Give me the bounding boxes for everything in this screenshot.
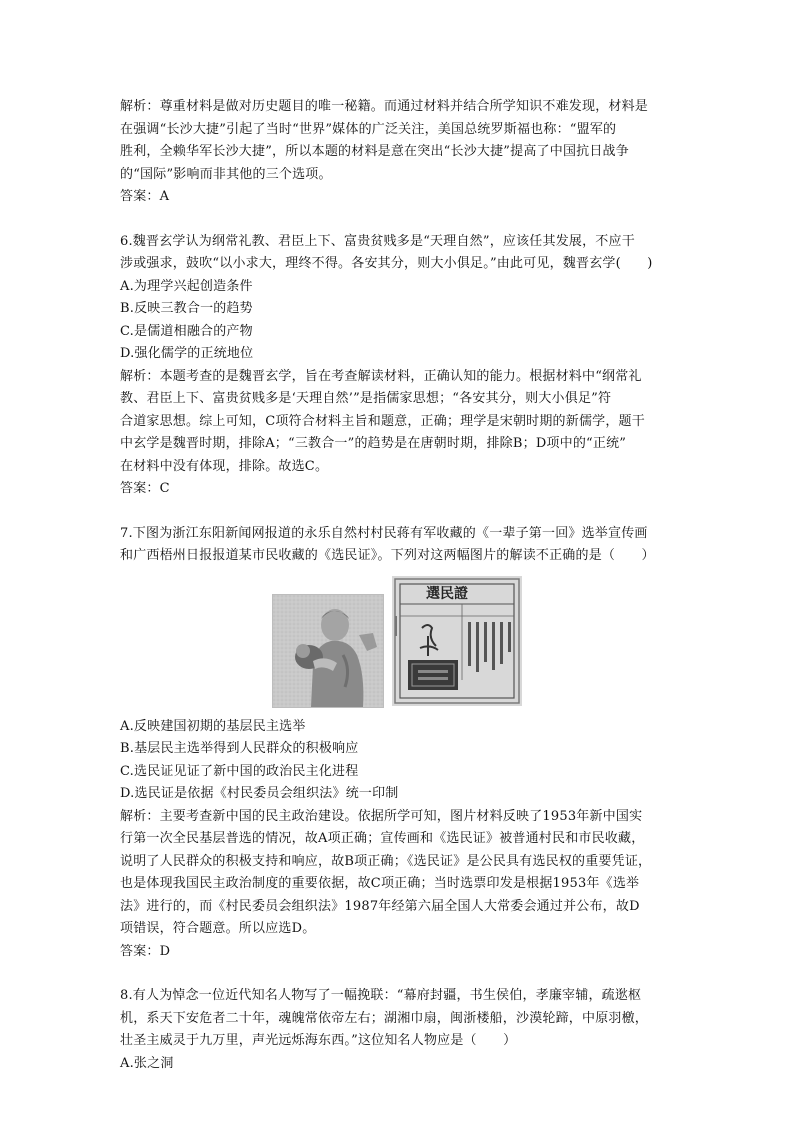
q7-figures [120, 576, 680, 710]
stem-line: 涉或强求，鼓吹“以小求大，理终不得。各安其分，则大小俱足。”由此可见，魏晋玄学( ) [120, 256, 653, 271]
analysis-line: 解析：尊重材料是做对历史题目的唯一秘籍。而通过材料并结合所学知识不难发现，材料是 [120, 99, 649, 114]
q6-stem [120, 231, 680, 276]
option-a: A.张之洞 [120, 1055, 174, 1071]
propaganda-poster-image [272, 594, 384, 708]
q7-analysis [120, 806, 680, 941]
document-page [120, 96, 680, 1075]
stem-line: 壮圣主威灵于九万里，声光远烁海东西。”这位知名人物应是（ ） [120, 1033, 517, 1048]
analysis-line: 法》进行的，而《村民委员会组织法》1987年经第六届全国人大常委会通过并公布，故D [120, 898, 640, 914]
option-c: C.是儒道相融合的产物 [120, 323, 253, 339]
q7-options [120, 716, 680, 806]
analysis-line: 解析：主要考查新中国的民主政治建设。依据所学可知，图片材料反映了1953年新中国实 [120, 808, 643, 824]
analysis-line: 行第一次全民基层普选的情况，故A项正确；宣传画和《选民证》被普通村民和市民收藏， [120, 831, 645, 846]
analysis-line: 也是体现我国民主政治制度的重要依据，故C项正确；当时选票印发是根据1953年《选举 [120, 876, 640, 891]
q6-analysis [120, 366, 680, 479]
analysis-line: 的“国际”影响而非其他的三个选项。 [120, 166, 332, 182]
analysis-line: 在材料中没有体现，排除。故选C。 [120, 458, 329, 474]
q6-answer: 答案：C [120, 481, 170, 496]
option-a: A.为理学兴起创造条件 [120, 278, 253, 294]
q5-analysis [120, 96, 680, 186]
q8-stem [120, 985, 680, 1053]
analysis-line: 胜利，全赖华军长沙大捷”，所以本题的材料是意在突出“长沙大捷”提高了中国抗日战争 [120, 144, 629, 159]
q7-answer: 答案：D [120, 943, 171, 959]
option-a: A.反映建国初期的基层民主选举 [120, 718, 306, 734]
option-d: D.选民证是依据《村民委员会组织法》统一印制 [120, 786, 399, 801]
voter-certificate-image [392, 576, 522, 706]
q5-answer: 答案：A [120, 189, 170, 204]
analysis-line: 在强调“长沙大捷”引起了当时“世界”媒体的广泛关注，美国总统罗斯福也称：“盟军的 [120, 121, 617, 137]
stem-line: 7.下图为浙江东阳新闻网报道的永乐自然村村民蒋有军收藏的《一辈子第一回》选举宣传画 [120, 525, 648, 541]
q8-options [120, 1053, 680, 1076]
stem-line: 8.有人为悼念一位近代知名人物写了一幅挽联：“幕府封疆，书生侯伯，孝廉宰辅，疏逖枢 [120, 988, 642, 1003]
q7-stem [120, 523, 680, 568]
option-b: B.反映三教合一的趋势 [120, 301, 253, 316]
analysis-line: 解析：本题考查的是魏晋玄学，旨在考查解读材料，正确认知的能力。根据材料中“纲常礼 [120, 368, 642, 384]
stem-line: 6.魏晋玄学认为纲常礼教、君臣上下、富贵贫贱多是“天理自然”，应该任其发展，不应干 [120, 233, 635, 249]
option-d: D.强化儒学的正统地位 [120, 346, 254, 361]
stem-line: 和广西梧州日报报道某市民收藏的《选民证》。下列对这两幅图片的解读不正确的是（ ） [120, 548, 655, 563]
analysis-line: 中玄学是魏晋时期，排除A；“三教合一”的趋势是在唐朝时期，排除B；D项中的“正统” [120, 436, 627, 451]
analysis-line: 说明了人民群众的积极支持和响应，故B项正确；《选民证》是公民具有选民权的重要凭证， [120, 853, 652, 869]
analysis-line: 项错误，符合题意。所以应选D。 [120, 921, 316, 936]
option-c: C.选民证见证了新中国的政治民主化进程 [120, 763, 359, 779]
stem-line: 机，系天下安危者二十年，魂魄常依帝左右；湖湘巾扇，闽浙楼船，沙漠轮蹄，中原羽檄， [120, 1010, 649, 1026]
analysis-line: 合道家思想。综上可知，C项符合材料主旨和题意，正确；理学是宋朝时期的新儒学，题干 [120, 413, 645, 429]
q6-options [120, 276, 680, 366]
analysis-line: 教、君臣上下、富贵贫贱多是‘天理自然’”是指儒家思想；“各安其分，则大小俱足”符 [120, 391, 612, 406]
certificate-title: 選民證 [426, 585, 468, 602]
option-b: B.基层民主选举得到人民群众的积极响应 [120, 741, 359, 756]
